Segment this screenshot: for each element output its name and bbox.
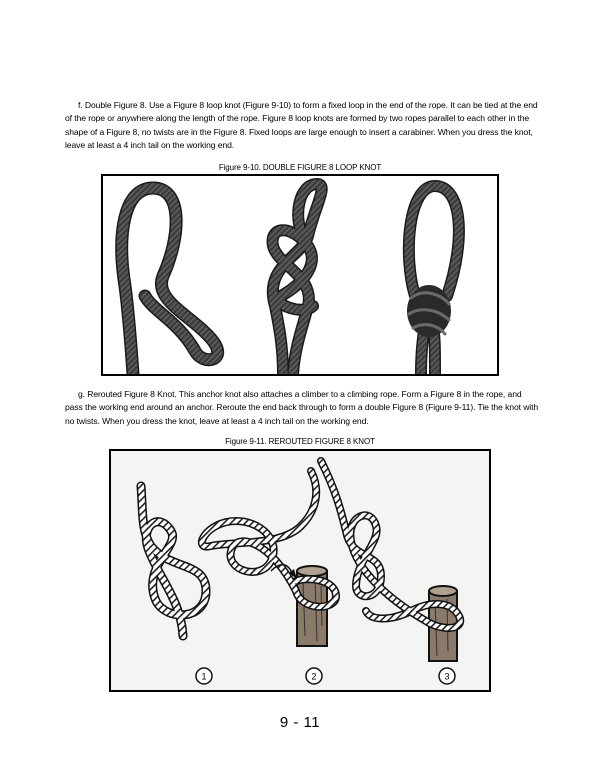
figure-9-10-caption: Figure 9-10. DOUBLE FIGURE 8 LOOP KNOT [218, 163, 382, 172]
paragraph-rerouted-figure-8 [65, 388, 540, 428]
step-2-pass-around-anchor [202, 471, 336, 646]
loose-figure-8-knot [273, 184, 322, 374]
paragraph-double-figure-8 [65, 99, 540, 152]
figure-9-10-photo [101, 174, 499, 376]
open-loop-rope [122, 188, 218, 374]
step-label-1 [196, 668, 212, 684]
paragraph-f-text: f. Double Figure 8. Use a Figure 8 loop knot (Figure 9-10) to form a fixed loop in the end of the rope. It can be tied at the end of the rope or anywhere along the length of the rope. Figure 8 loop knots are formed by two ropes parallel to each other in the shape of a Figure 8, no twists are in the Figure 8. Fixed loops are large enough to insert a carabiner. When you dress the knot, leave at least a 4 inch tail on the working end. [65, 100, 538, 150]
step-1-figure-8 [141, 486, 206, 636]
step-label-3 [439, 668, 455, 684]
page-number: 9 - 11 [279, 714, 321, 731]
figure-9-11-caption: Figure 9-11. REROUTED FIGURE 8 KNOT [225, 437, 375, 446]
figure-9-11-illustration [109, 449, 491, 692]
step-label-2 [306, 668, 322, 684]
dressed-figure-8-loop-knot [407, 186, 459, 374]
double-figure-8-rope-photo [103, 176, 497, 374]
rerouted-figure-8-drawing [111, 451, 489, 690]
step-label-2-text: 2 [311, 671, 317, 682]
step-label-3-text: 3 [444, 671, 450, 682]
step-label-1-text: 1 [201, 671, 207, 682]
paragraph-g-text: g. Rerouted Figure 8 Knot. This anchor knot also attaches a climber to a climbing rope. Form a Figure 8 in the rope, and pass the working end around an anchor. Reroute the end back through to form a double Figure 8 (Figure 9-11). Tie the knot with no twists. When you dress the knot, leave at least a 4 inch tail on the working end. [65, 389, 539, 426]
step-3-rerouted-knot [321, 461, 460, 661]
